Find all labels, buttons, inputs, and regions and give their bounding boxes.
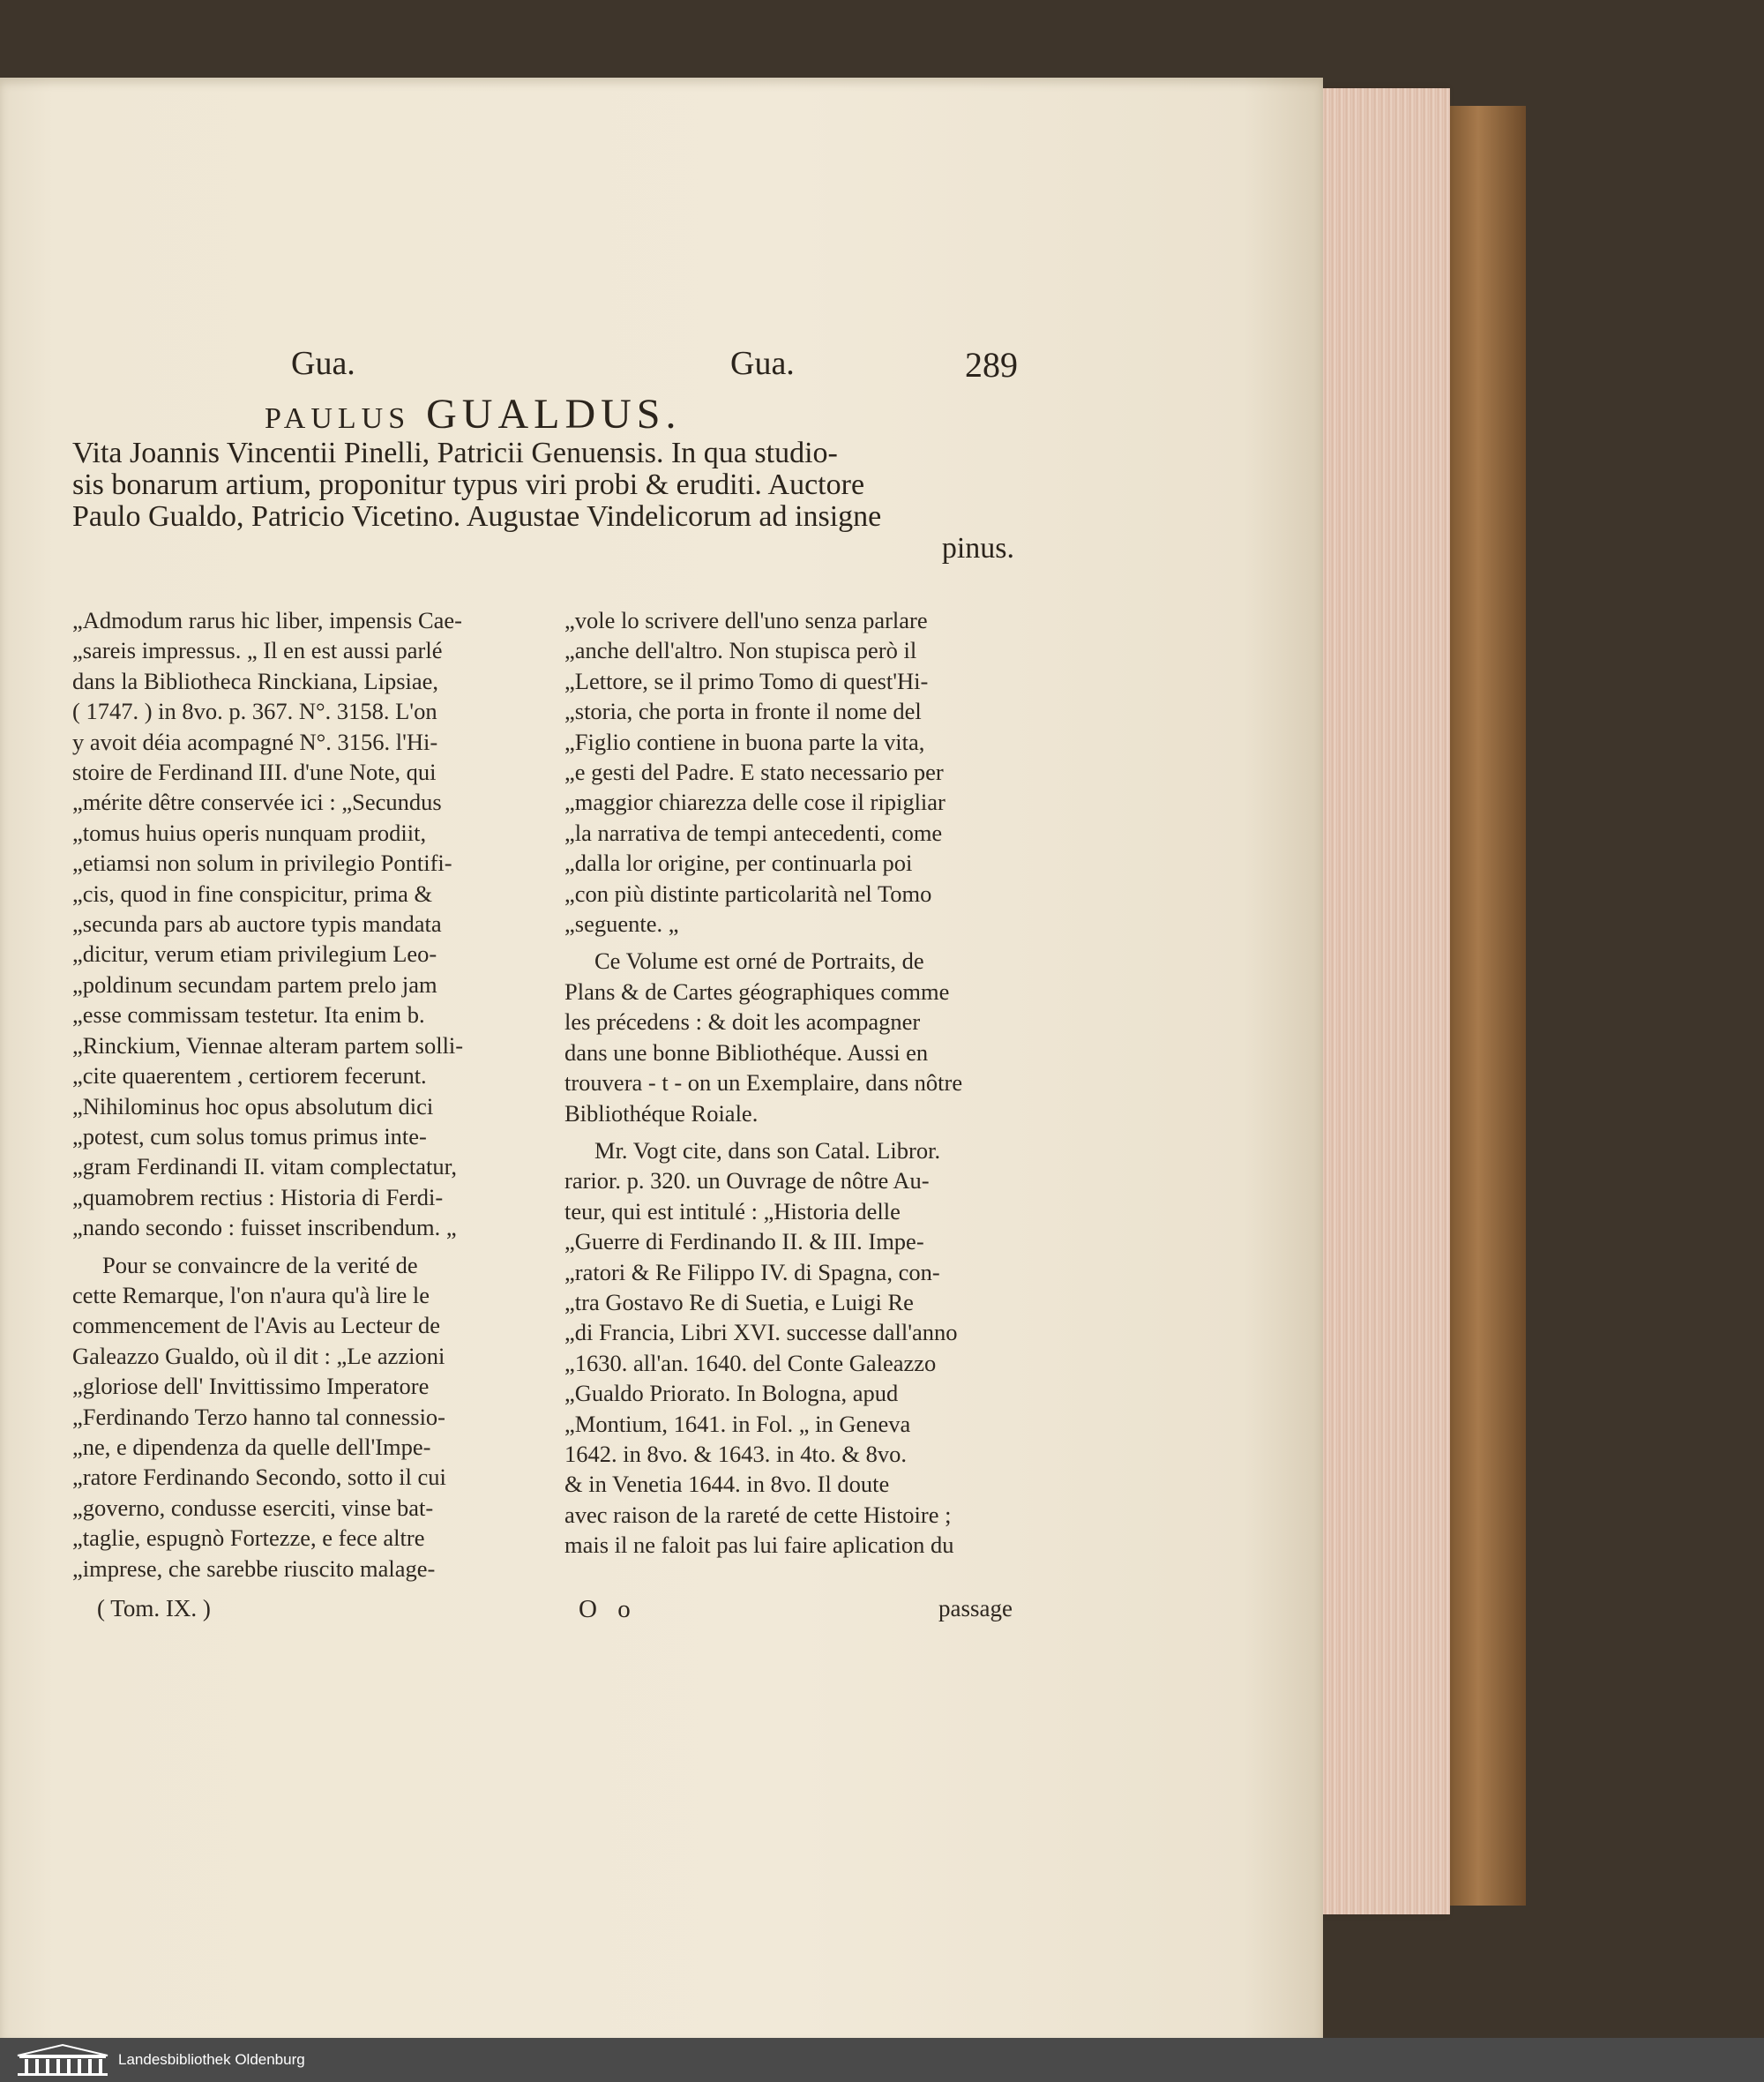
text-line: les précedens : & doit les acompagner [564,1008,921,1036]
page-edges [1309,88,1450,1914]
catchword: passage [938,1595,1013,1621]
text-line: Bibliothéque Roiale. [564,1099,759,1127]
text-line: „Montium, 1641. in Fol. „ in Geneva [564,1410,911,1437]
entry-heading-second: GUALDUS. [426,391,682,438]
running-head-left: Gua. [291,345,355,382]
title-line: sis bonarum artium, proponitur typus viri probi & eruditi. Auctore [72,468,865,501]
paragraph [72,1250,531,1584]
title-line: Vita Joannis Vincentii Pinelli, Patricii Genuensis. In qua studio- [72,437,838,469]
text-line: „Ferdinando Terzo hanno tal connessio- [72,1403,446,1430]
text-line: stoire de Ferdinand III. d'une Note, qui [72,759,437,786]
text-line: „Nihilominus hoc opus absolutum dici [72,1092,434,1120]
text-line: „maggior chiarezza delle cose il ripigliar [564,789,946,816]
text-line: „anche dell'altro. Non stupisca però il [564,637,917,664]
text-line: „la narrativa de tempi antecedenti, come [564,819,943,846]
title-block [72,438,1014,565]
text-line: „etiamsi non solum in privilegio Pontifi- [72,850,452,877]
text-line: „gram Ferdinandi II. vitam complectatur, [72,1153,458,1180]
text-line: „potest, cum solus tomus primus inte- [72,1122,427,1150]
text-line: „nando secondo : fuisset inscribendum. „ [72,1214,457,1241]
text-line: „con più distinte particolarità nel Tomo [564,880,932,907]
text-line: & in Venetia 1644. in 8vo. Il doute [564,1471,890,1498]
running-head-center: Gua. [730,345,795,382]
text-line: „tra Gostavo Re di Suetia, e Luigi Re [564,1288,914,1315]
text-line: teur, qui est intitulé : „Historia delle [564,1197,901,1224]
text-line: „vole lo scrivere dell'uno senza parlare [564,607,928,633]
text-line: „Admodum rarus hic liber, impensis Cae- [72,607,462,633]
text-line: „ratori & Re Filippo IV. di Spagna, con- [564,1258,940,1285]
text-line: „dalla lor origine, per continuarla poi [564,850,913,877]
text-line: 1642. in 8vo. & 1643. in 4to. & 8vo. [564,1440,907,1467]
text-line: „Guerre di Ferdinando II. & III. Impe- [564,1228,924,1255]
text-line: „Lettore, se il primo Tomo di quest'Hi- [564,667,929,694]
text-line: „taglie, espugnò Fortezze, e fece altre [72,1524,425,1552]
text-line: „storia, che porta in fronte il nome del [564,698,922,725]
text-line: „1630. all'an. 1640. del Conte Galeazzo [564,1349,937,1376]
text-line: „poldinum secundam partem prelo jam [72,970,437,998]
text-line: „ratore Ferdinando Secondo, sotto il cui [72,1464,446,1491]
text-line: „Figlio contiene in buona parte la vita, [564,728,925,755]
text-line: „Rinckium, Viennae alteram partem solli- [72,1031,464,1059]
text-line: „Gualdo Priorato. In Bologna, apud [564,1380,899,1407]
right-column [564,605,1023,1561]
text-line: „cite quaerentem , certiorem fecerunt. [72,1062,427,1090]
text-line: avec raison de la rareté de cette Histoire ; [564,1501,952,1528]
text-line: „quamobrem rectius : Historia di Ferdi- [72,1183,444,1210]
text-line: „tomus huius operis nunquam prodiit, [72,819,427,846]
text-line: dans la Bibliotheca Rinckiana, Lipsiae, [72,667,439,694]
text-line: „secunda pars ab auctore typis mandata [72,910,442,938]
text-line: y avoit déia acompagné N°. 3156. l'Hi- [72,728,438,755]
text-line: „cis, quod in fine conspicitur, prima & [72,880,433,907]
text-line: dans une bonne Bibliothéque. Aussi en [564,1038,929,1066]
text-line: mais il ne faloit pas lui faire aplication du [564,1532,954,1559]
text-line: „e gesti del Padre. E stato necessario per [564,759,944,786]
text-line: commencement de l'Avis au Lecteur de [72,1312,441,1339]
entry-heading [265,390,1023,438]
book-cover [1446,106,1526,1906]
text-line: „sareis impressus. „ Il en est aussi parlé [72,637,443,664]
text-line: „di Francia, Libri XVI. successe dall'anno [564,1319,958,1346]
paragraph [72,605,531,1243]
title-line: Paulo Gualdo, Patricio Vicetino. Augustae Vindelicorum ad insigne [72,500,882,533]
text-line: trouvera - t - on un Exemplaire, dans nôtre [564,1069,963,1097]
text-line: Mr. Vogt cite, dans son Catal. Libror. [594,1136,941,1164]
paragraph [564,1135,1023,1561]
text-line: „governo, condusse eserciti, vinse bat- [72,1494,434,1521]
text-line: „esse commissam testetur. Ita enim b. [72,1001,425,1029]
library-building-icon [14,2043,111,2077]
entry-heading-first: PAULUS [265,402,411,435]
text-line: „mérite dêtre conservée ici : „Secundus [72,789,442,816]
text-line: rarior. p. 320. un Ouvrage de nôtre Au- [564,1167,930,1195]
text-line: Plans & de Cartes géographiques comme [564,977,950,1005]
text-line: „gloriose dell' Invittissimo Imperatore [72,1373,430,1400]
title-line: pinus. [941,532,1014,565]
left-column [72,605,531,1584]
volume-mark: ( Tom. IX. ) [97,1595,211,1621]
library-name: Landesbibliothek Oldenburg [118,2051,305,2068]
paragraph [564,605,1023,939]
signature-mark: O o [579,1595,638,1623]
page-number: 289 [965,345,1018,385]
text-line: „imprese, che sarebbe riuscito malage- [72,1554,436,1582]
paragraph [564,946,1023,1127]
text-line: ( 1747. ) in 8vo. p. 367. N°. 3158. L'on [72,698,437,725]
text-line: cette Remarque, l'on n'aura qu'à lire le [72,1281,430,1308]
text-line: „dicitur, verum etiam privilegium Leo- [72,940,437,968]
text-line: Pour se convaincre de la verité de [102,1251,418,1278]
library-bar [0,2038,1764,2082]
text-line: „seguente. „ [564,910,679,938]
text-line: Galeazzo Gualdo, où il dit : „Le azzioni [72,1342,445,1369]
text-line: „ne, e dipendenza da quelle dell'Impe- [72,1433,431,1460]
text-line: Ce Volume est orné de Portraits, de [594,947,924,975]
book-page [0,78,1323,2038]
